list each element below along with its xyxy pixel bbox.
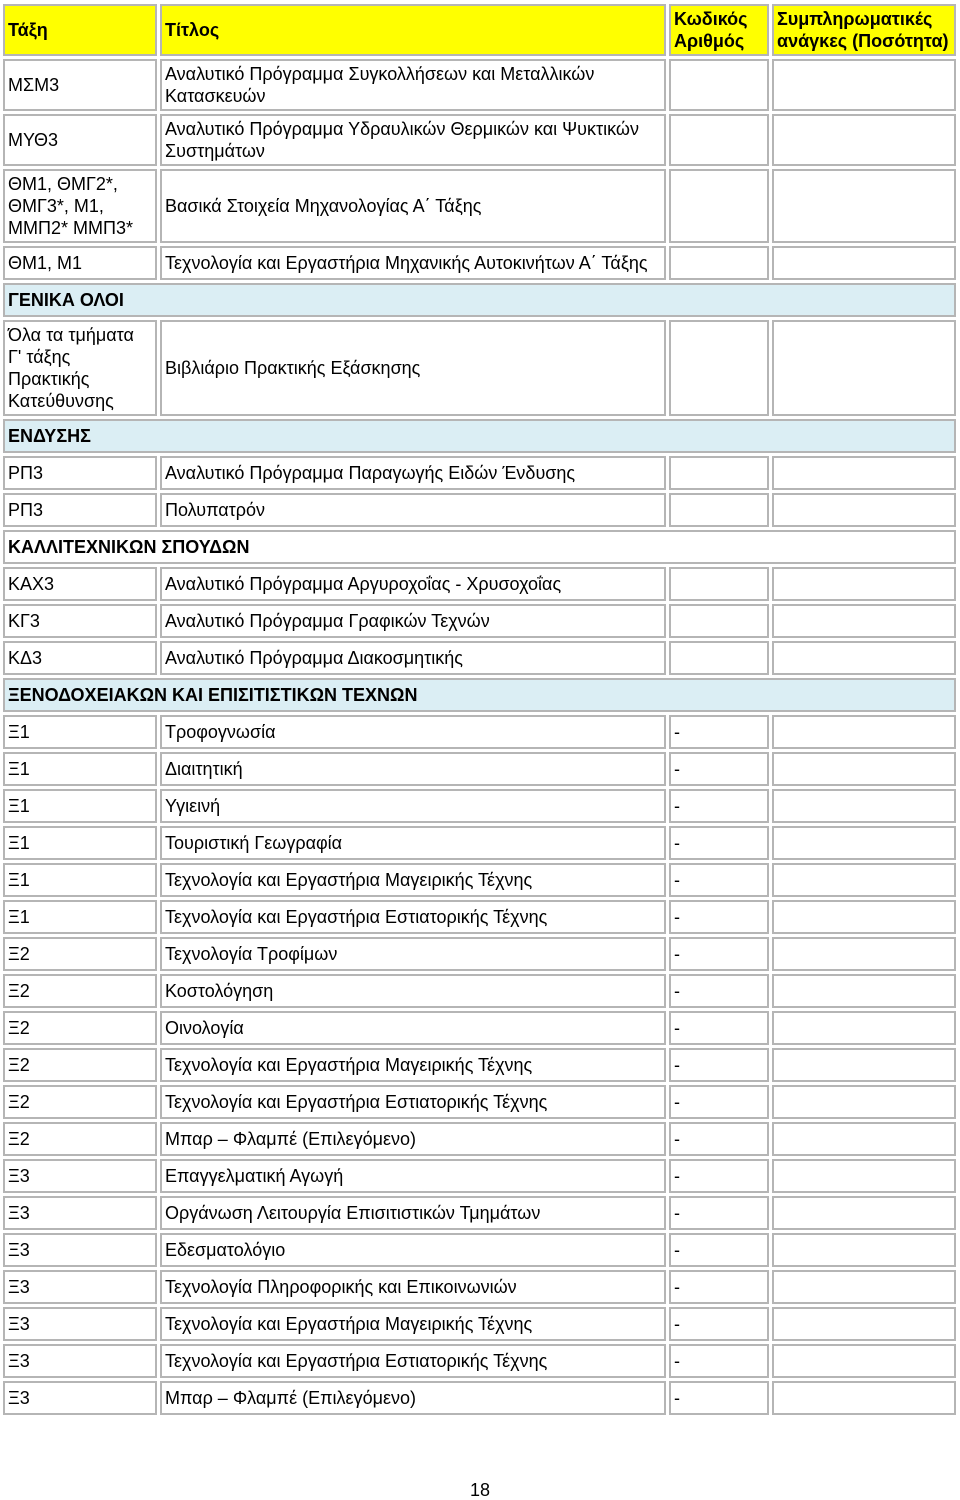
- supplement-cell: [772, 1085, 956, 1119]
- grade-cell: ΡΠ3: [3, 493, 157, 527]
- header-grade: Τάξη: [3, 4, 157, 56]
- supplement-cell: [772, 114, 956, 166]
- grade-cell: Ξ2: [3, 1085, 157, 1119]
- title-cell: Βιβλιάριο Πρακτικής Εξάσκησης: [160, 320, 666, 416]
- table-row: [3, 1159, 956, 1193]
- title-cell: Εδεσματολόγιο: [160, 1233, 666, 1267]
- supplement-cell: [772, 641, 956, 675]
- title-cell: Μπαρ – Φλαμπέ (Επιλεγόμενο): [160, 1122, 666, 1156]
- table-row: [3, 1233, 956, 1267]
- table-row: [3, 1011, 956, 1045]
- supplement-cell: [772, 1270, 956, 1304]
- code-cell: -: [669, 789, 769, 823]
- supplement-cell: [772, 789, 956, 823]
- code-cell: [669, 493, 769, 527]
- title-cell: Τεχνολογία και Εργαστήρια Μαγειρικής Τέχνης: [160, 863, 666, 897]
- table-row: [3, 1381, 956, 1415]
- grade-cell: ΘΜ1, Μ1: [3, 246, 157, 280]
- grade-cell: Ξ1: [3, 715, 157, 749]
- code-cell: [669, 246, 769, 280]
- title-cell: Μπαρ – Φλαμπέ (Επιλεγόμενο): [160, 1381, 666, 1415]
- title-cell: Τεχνολογία και Εργαστήρια Εστιατορικής Τέχνης: [160, 1085, 666, 1119]
- code-cell: -: [669, 1270, 769, 1304]
- title-cell: Αναλυτικό Πρόγραμμα Διακοσμητικής: [160, 641, 666, 675]
- book-list-table: [3, 1, 956, 1415]
- grade-cell: Ξ3: [3, 1270, 157, 1304]
- grade-cell: Ξ2: [3, 974, 157, 1008]
- supplement-cell: [772, 1307, 956, 1341]
- title-cell: Τεχνολογία και Εργαστήρια Μαγειρικής Τέχνης: [160, 1307, 666, 1341]
- title-cell: Πολυπατρόν: [160, 493, 666, 527]
- table-row: [3, 789, 956, 823]
- supplement-cell: [772, 715, 956, 749]
- supplement-cell: [772, 246, 956, 280]
- section-heading: ΕΝΔΥΣΗΣ: [3, 419, 956, 453]
- grade-cell: ΘΜ1, ΘΜΓ2*, ΘΜΓ3*, Μ1, ΜΜΠ2* ΜΜΠ3*: [3, 169, 157, 243]
- table-row: [3, 59, 956, 111]
- code-cell: -: [669, 715, 769, 749]
- table-row: [3, 493, 956, 527]
- table-row: [3, 937, 956, 971]
- code-cell: -: [669, 826, 769, 860]
- supplement-cell: [772, 1011, 956, 1045]
- code-cell: -: [669, 863, 769, 897]
- table-row: [3, 752, 956, 786]
- supplement-cell: [772, 567, 956, 601]
- table-row: [3, 246, 956, 280]
- title-cell: Τροφογνωσία: [160, 715, 666, 749]
- supplement-cell: [772, 1344, 956, 1378]
- title-cell: Κοστολόγηση: [160, 974, 666, 1008]
- code-cell: -: [669, 1011, 769, 1045]
- table-row: [3, 1048, 956, 1082]
- title-cell: Αναλυτικό Πρόγραμμα Υδραυλικών Θερμικών και Ψυκτικών Συστημάτων: [160, 114, 666, 166]
- title-cell: Υγιεινή: [160, 789, 666, 823]
- table-row: [3, 320, 956, 416]
- title-cell: Επαγγελματική Αγωγή: [160, 1159, 666, 1193]
- table-row: [3, 826, 956, 860]
- grade-cell: Ξ3: [3, 1381, 157, 1415]
- supplement-cell: [772, 320, 956, 416]
- grade-cell: Ξ2: [3, 1048, 157, 1082]
- grade-cell: ΚΓ3: [3, 604, 157, 638]
- code-cell: -: [669, 937, 769, 971]
- grade-cell: Ξ1: [3, 826, 157, 860]
- supplement-cell: [772, 493, 956, 527]
- table-row: [3, 114, 956, 166]
- table-row: [3, 1270, 956, 1304]
- section-row: [3, 419, 956, 453]
- grade-cell: Ξ3: [3, 1159, 157, 1193]
- title-cell: Διαιτητική: [160, 752, 666, 786]
- title-cell: Τουριστική Γεωγραφία: [160, 826, 666, 860]
- code-cell: [669, 169, 769, 243]
- supplement-cell: [772, 1233, 956, 1267]
- grade-cell: ΜΣΜ3: [3, 59, 157, 111]
- table-row: [3, 169, 956, 243]
- title-cell: Αναλυτικό Πρόγραμμα Παραγωγής Ειδών Ένδυσης: [160, 456, 666, 490]
- section-row: [3, 530, 956, 564]
- table-row: [3, 567, 956, 601]
- code-cell: -: [669, 974, 769, 1008]
- supplement-cell: [772, 1159, 956, 1193]
- title-cell: Βασικά Στοιχεία Μηχανολογίας Α΄ Τάξης: [160, 169, 666, 243]
- supplement-cell: [772, 604, 956, 638]
- code-cell: -: [669, 1381, 769, 1415]
- section-heading: ΓΕΝΙΚΑ ΟΛΟΙ: [3, 283, 956, 317]
- grade-cell: Ξ2: [3, 1011, 157, 1045]
- title-cell: Τεχνολογία και Εργαστήρια Εστιατορικής Τέχνης: [160, 900, 666, 934]
- code-cell: -: [669, 1233, 769, 1267]
- grade-cell: ΚΑΧ3: [3, 567, 157, 601]
- supplement-cell: [772, 456, 956, 490]
- supplement-cell: [772, 900, 956, 934]
- code-cell: -: [669, 1085, 769, 1119]
- code-cell: [669, 567, 769, 601]
- header-row: [3, 4, 956, 56]
- supplement-cell: [772, 1381, 956, 1415]
- title-cell: Οργάνωση Λειτουργία Επισιτιστικών Τμημάτων: [160, 1196, 666, 1230]
- title-cell: Τεχνολογία και Εργαστήρια Μαγειρικής Τέχνης: [160, 1048, 666, 1082]
- supplement-cell: [772, 826, 956, 860]
- table-row: [3, 1344, 956, 1378]
- code-cell: [669, 114, 769, 166]
- code-cell: [669, 641, 769, 675]
- section-row: [3, 678, 956, 712]
- code-cell: -: [669, 752, 769, 786]
- supplement-cell: [772, 1196, 956, 1230]
- supplement-cell: [772, 169, 956, 243]
- title-cell: Αναλυτικό Πρόγραμμα Συγκολλήσεων και Μεταλλικών Κατασκευών: [160, 59, 666, 111]
- title-cell: Τεχνολογία Πληροφορικής και Επικοινωνιών: [160, 1270, 666, 1304]
- code-cell: -: [669, 1196, 769, 1230]
- title-cell: Αναλυτικό Πρόγραμμα Γραφικών Τεχνών: [160, 604, 666, 638]
- code-cell: [669, 59, 769, 111]
- title-cell: Τεχνολογία Τροφίμων: [160, 937, 666, 971]
- supplement-cell: [772, 752, 956, 786]
- supplement-cell: [772, 937, 956, 971]
- code-cell: -: [669, 1307, 769, 1341]
- grade-cell: Όλα τα τμήματα Γ' τάξης Πρακτικής Κατεύθυνσης: [3, 320, 157, 416]
- grade-cell: ΜΥΘ3: [3, 114, 157, 166]
- section-row: [3, 283, 956, 317]
- table-row: [3, 456, 956, 490]
- title-cell: Τεχνολογία και Εργαστήρια Μηχανικής Αυτοκινήτων Α΄ Τάξης: [160, 246, 666, 280]
- header-title: Τίτλος: [160, 4, 666, 56]
- table-row: [3, 1085, 956, 1119]
- grade-cell: Ξ1: [3, 752, 157, 786]
- grade-cell: Ξ2: [3, 1122, 157, 1156]
- header-supplement: Συμπληρωματικές ανάγκες (Ποσότητα): [772, 4, 956, 56]
- table-row: [3, 863, 956, 897]
- supplement-cell: [772, 59, 956, 111]
- code-cell: [669, 320, 769, 416]
- table-row: [3, 604, 956, 638]
- table-row: [3, 900, 956, 934]
- supplement-cell: [772, 863, 956, 897]
- code-cell: -: [669, 900, 769, 934]
- grade-cell: ΡΠ3: [3, 456, 157, 490]
- supplement-cell: [772, 974, 956, 1008]
- table-row: [3, 974, 956, 1008]
- section-heading: ΚΑΛΛΙΤΕΧΝΙΚΩΝ ΣΠΟΥΔΩΝ: [3, 530, 956, 564]
- grade-cell: Ξ1: [3, 863, 157, 897]
- grade-cell: ΚΔ3: [3, 641, 157, 675]
- table-row: [3, 1307, 956, 1341]
- grade-cell: Ξ2: [3, 937, 157, 971]
- table-row: [3, 1122, 956, 1156]
- grade-cell: Ξ3: [3, 1196, 157, 1230]
- code-cell: -: [669, 1159, 769, 1193]
- code-cell: [669, 456, 769, 490]
- table-row: [3, 641, 956, 675]
- page-number: 18: [469, 1480, 491, 1500]
- table-row: [3, 1196, 956, 1230]
- grade-cell: Ξ1: [3, 789, 157, 823]
- supplement-cell: [772, 1048, 956, 1082]
- title-cell: Τεχνολογία και Εργαστήρια Εστιατορικής Τέχνης: [160, 1344, 666, 1378]
- grade-cell: Ξ3: [3, 1344, 157, 1378]
- grade-cell: Ξ3: [3, 1307, 157, 1341]
- supplement-cell: [772, 1122, 956, 1156]
- code-cell: -: [669, 1344, 769, 1378]
- table-row: [3, 715, 956, 749]
- grade-cell: Ξ3: [3, 1233, 157, 1267]
- title-cell: Οινολογία: [160, 1011, 666, 1045]
- code-cell: -: [669, 1048, 769, 1082]
- header-code: Κωδικός Αριθμός: [669, 4, 769, 56]
- code-cell: [669, 604, 769, 638]
- code-cell: -: [669, 1122, 769, 1156]
- grade-cell: Ξ1: [3, 900, 157, 934]
- title-cell: Αναλυτικό Πρόγραμμα Αργυροχοΐας - Χρυσοχοΐας: [160, 567, 666, 601]
- section-heading: ΞΕΝΟΔΟΧΕΙΑΚΩΝ ΚΑΙ ΕΠΙΣΙΤΙΣΤΙΚΩΝ ΤΕΧΝΩΝ: [3, 678, 956, 712]
